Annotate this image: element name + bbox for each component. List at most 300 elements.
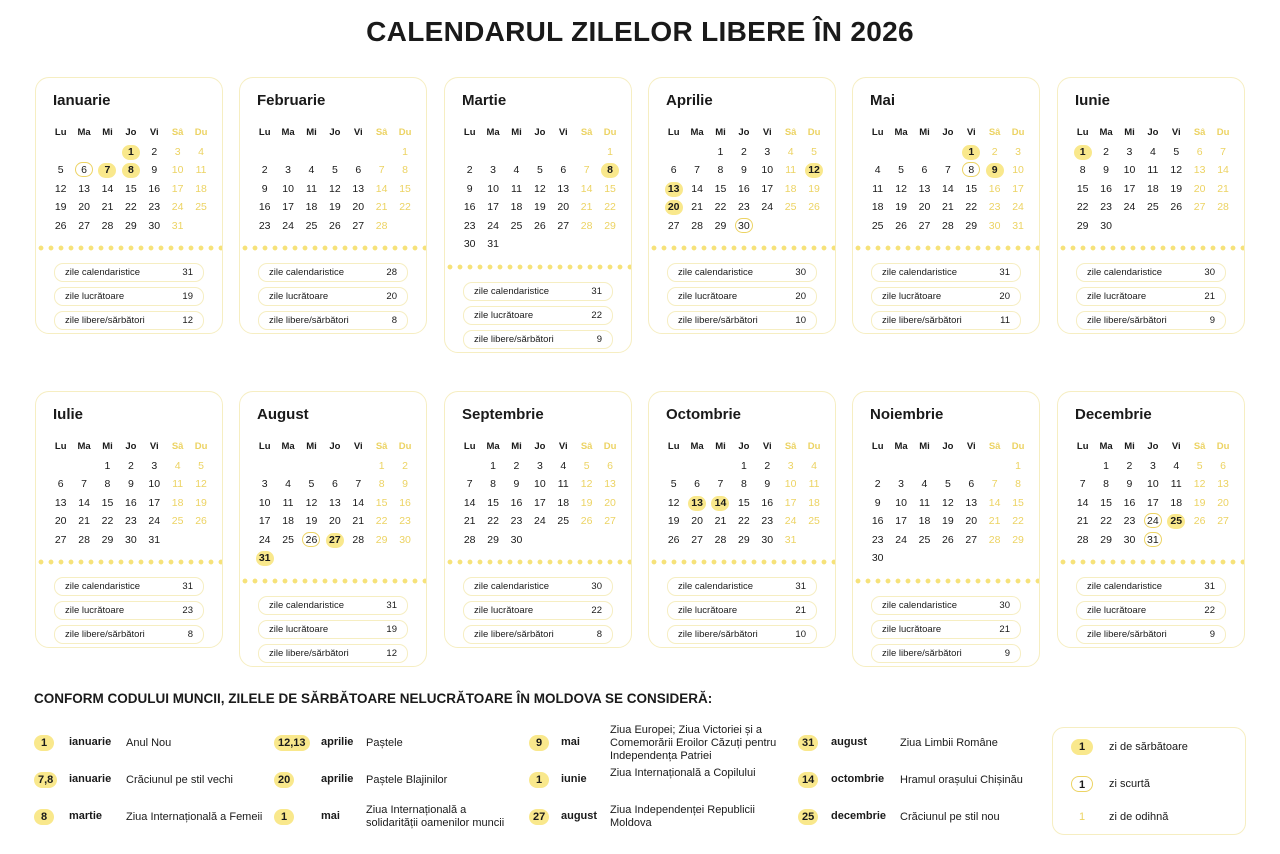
- day-cell: 11: [282, 496, 294, 509]
- day-cell: 29: [101, 533, 114, 546]
- day-cell: 25: [305, 219, 318, 232]
- day-cell: 29: [965, 219, 978, 232]
- day-cell: 16: [1100, 182, 1112, 195]
- stat-value: 21: [999, 623, 1010, 635]
- day-cell: 5: [1173, 145, 1180, 158]
- stat-label: zile lucrătoare: [882, 623, 942, 635]
- stat-value: 9: [1209, 629, 1215, 640]
- stat-row: [54, 311, 204, 330]
- stat-row: [871, 311, 1021, 330]
- day-cell: 2: [1126, 459, 1133, 472]
- day-cell: 21: [352, 515, 365, 528]
- day-cell: 27: [965, 533, 978, 546]
- day-cell: 17: [487, 201, 499, 214]
- day-cell: 8: [1103, 478, 1109, 491]
- month-days-grid: [1071, 438, 1235, 549]
- stat-row: [54, 577, 204, 596]
- stat-label: zile libere/sărbători: [65, 315, 145, 326]
- stat-value: 22: [1204, 605, 1215, 616]
- weekday-header: Mi: [102, 441, 113, 453]
- stat-row: [871, 620, 1021, 639]
- day-cell: 10: [1012, 164, 1024, 177]
- weekday-header: Mi: [306, 441, 317, 453]
- day-cell: 31: [253, 550, 276, 566]
- holiday-badge: 1: [34, 735, 54, 751]
- day-cell: 30: [988, 219, 1001, 232]
- day-cell: 22: [604, 201, 616, 214]
- weekday-header: Jo: [329, 127, 341, 139]
- day-cell: 15: [965, 182, 978, 195]
- day-cell: 30: [463, 238, 476, 251]
- day-cell: 3: [1126, 145, 1133, 158]
- day-cell: 12: [305, 496, 318, 509]
- day-cell: 22: [1012, 515, 1024, 528]
- legend-title: CONFORM CODULUI MUNCII, ZILELE DE SĂRBĂTOARE NELUCRĂTOARE ÎN MOLDOVA SE CONSIDERĂ:: [34, 691, 713, 706]
- month-name: Ianuarie: [53, 92, 111, 109]
- weekday-header: Lu: [463, 441, 476, 453]
- day-cell: 9: [740, 164, 747, 177]
- stat-label: zile libere/sărbători: [65, 629, 145, 640]
- day-cell: 12: [942, 496, 954, 509]
- day-cell: 1: [490, 459, 496, 472]
- day-cell: 26: [300, 532, 323, 548]
- day-cell: 19: [1193, 496, 1206, 509]
- day-cell: 25: [171, 515, 184, 528]
- day-cell: 2: [151, 145, 158, 158]
- day-cell: 31: [487, 238, 499, 251]
- day-cell: 24: [534, 515, 546, 528]
- day-cell: 21: [942, 201, 954, 214]
- legend-key: [1052, 727, 1246, 835]
- day-cell: 29: [375, 533, 388, 546]
- day-cell: 15: [1100, 496, 1112, 509]
- holiday-month: octombrie: [831, 773, 885, 785]
- weekday-header: Vi: [1171, 441, 1181, 453]
- month-name: Septembrie: [462, 406, 544, 423]
- month-stats: [54, 577, 204, 649]
- key-short-label: zi scurtă: [1109, 778, 1150, 790]
- weekday-header: Ma: [281, 441, 295, 453]
- day-cell: 28: [101, 219, 114, 232]
- day-cell: 10: [487, 182, 499, 195]
- stat-label: zile lucrătoare: [678, 605, 738, 616]
- day-cell: 4: [787, 145, 794, 158]
- day-cell: 18: [171, 496, 184, 509]
- day-cell: 18: [557, 496, 570, 509]
- day-cell: 26: [54, 219, 67, 232]
- weekday-header: Mi: [306, 127, 317, 139]
- day-cell: 23: [761, 515, 774, 528]
- weekday-header: Du: [1011, 127, 1025, 139]
- stat-label: zile libere/sărbători: [1087, 315, 1167, 326]
- day-cell: 27: [1193, 201, 1206, 214]
- day-cell: 26: [942, 533, 954, 546]
- holiday-name: Hramul orașului Chișinău: [900, 773, 1023, 786]
- stat-row: [871, 287, 1021, 306]
- day-cell: 10: [1147, 478, 1159, 491]
- weekday-header: Vi: [1171, 127, 1181, 139]
- day-cell: 17: [534, 496, 546, 509]
- day-cell: 6: [921, 164, 928, 177]
- day-cell: 8: [378, 478, 385, 491]
- weekday-header: Mi: [715, 441, 726, 453]
- stat-row: [463, 330, 613, 349]
- day-cell: 13: [352, 182, 365, 195]
- day-cell: 7: [81, 478, 87, 491]
- stat-row: [667, 577, 817, 596]
- day-cell: 15: [604, 182, 616, 195]
- day-cell: 19: [942, 515, 954, 528]
- weekday-header: Sâ: [1193, 127, 1206, 139]
- day-cell: 11: [1170, 478, 1182, 491]
- day-cell: 18: [1147, 182, 1159, 195]
- holiday-badge: 7,8: [34, 772, 57, 788]
- stat-label: zile lucrătoare: [65, 291, 125, 302]
- weekday-header: Sâ: [988, 441, 1001, 453]
- day-cell: 31: [171, 219, 184, 232]
- day-cell: 25: [195, 201, 207, 214]
- day-cell: 26: [1170, 201, 1183, 214]
- day-cell: 16: [761, 496, 774, 509]
- day-cell: 16: [148, 182, 161, 195]
- day-cell: 8: [960, 162, 983, 178]
- month-days-grid: [662, 438, 826, 549]
- day-cell: 6: [607, 459, 613, 472]
- day-cell: 19: [667, 515, 680, 528]
- day-cell: 28: [714, 533, 727, 546]
- stat-row: [463, 625, 613, 644]
- weekday-header: Sâ: [580, 127, 593, 139]
- day-cell: 7: [355, 478, 362, 491]
- day-cell: 22: [125, 201, 137, 214]
- day-cell: 6: [968, 478, 975, 491]
- weekday-header: Lu: [871, 127, 884, 139]
- day-cell: 20: [1193, 182, 1206, 195]
- day-cell: 25: [1147, 201, 1159, 214]
- holiday-name: Anul Nou: [126, 736, 172, 749]
- day-cell: 13: [54, 496, 67, 509]
- month-name: August: [257, 406, 309, 423]
- month-days-grid: [49, 438, 213, 549]
- day-cell: 4: [1149, 145, 1156, 158]
- weekday-header: Sâ: [1193, 441, 1206, 453]
- weekday-header: Lu: [258, 127, 271, 139]
- month-name: Mai: [870, 92, 896, 109]
- holiday-month: decembrie: [831, 810, 887, 822]
- day-cell: 2: [402, 459, 408, 472]
- day-cell: 10: [895, 496, 907, 509]
- dotted-divider: [36, 245, 222, 251]
- day-cell: 28: [988, 533, 1001, 546]
- stat-row: [463, 577, 613, 596]
- day-cell: 23: [1100, 201, 1112, 214]
- day-cell: 19: [329, 201, 341, 214]
- day-cell: 24: [784, 515, 797, 528]
- day-cell: 29: [738, 533, 750, 546]
- month-card-decembrie: [1057, 391, 1245, 648]
- day-cell: 12: [329, 182, 341, 195]
- stat-label: zile calendaristice: [269, 599, 344, 611]
- day-cell: 7: [717, 478, 724, 491]
- day-cell: 27: [1217, 515, 1229, 528]
- month-name: Decembrie: [1075, 406, 1152, 423]
- day-cell: 22: [375, 515, 388, 528]
- month-stats: [667, 263, 817, 335]
- day-cell: 9: [261, 182, 268, 195]
- day-cell: 14: [78, 496, 90, 509]
- weekday-header: Jo: [942, 441, 954, 453]
- weekday-header: Ma: [894, 441, 908, 453]
- day-cell: 4: [1173, 459, 1180, 472]
- day-cell: 21: [691, 201, 703, 214]
- month-days-grid: [866, 438, 1030, 568]
- weekday-header: Du: [807, 441, 821, 453]
- day-cell: 14: [1217, 164, 1229, 177]
- day-cell: 15: [101, 496, 114, 509]
- day-cell: 19: [895, 201, 907, 214]
- weekday-header: Du: [194, 441, 208, 453]
- stat-value: 30: [591, 581, 602, 592]
- day-cell: 26: [667, 533, 680, 546]
- stat-row: [667, 625, 817, 644]
- day-cell: 21: [988, 515, 1001, 528]
- day-cell: 28: [691, 219, 703, 232]
- stat-value: 28: [386, 267, 397, 278]
- stat-value: 9: [1004, 647, 1010, 659]
- day-cell: 27: [54, 533, 67, 546]
- month-card-iunie: [1057, 77, 1245, 334]
- day-cell: 16: [738, 182, 750, 195]
- stat-value: 19: [182, 291, 193, 302]
- day-cell: 30: [148, 219, 161, 232]
- day-cell: 4: [921, 478, 928, 491]
- day-cell: 6: [560, 164, 567, 177]
- day-cell: 12: [1193, 478, 1206, 491]
- day-cell: 5: [944, 478, 951, 491]
- day-cell: 5: [1196, 459, 1203, 472]
- day-cell: 6: [1196, 145, 1203, 158]
- day-cell: 11: [872, 182, 884, 195]
- holiday-badge: 12,13: [274, 735, 310, 751]
- month-days-grid: [458, 438, 622, 549]
- day-cell: 15: [125, 182, 137, 195]
- day-cell: 26: [329, 219, 341, 232]
- day-cell: 25: [510, 219, 523, 232]
- day-cell: 14: [101, 182, 114, 195]
- stat-value: 12: [182, 315, 193, 326]
- day-cell: 27: [691, 533, 703, 546]
- month-days-grid: [866, 124, 1030, 235]
- day-cell: 1: [378, 459, 385, 472]
- holiday-name: Crăciunul pe stil nou: [900, 810, 1000, 823]
- day-cell: 16: [399, 496, 411, 509]
- day-cell: 21: [1076, 515, 1089, 528]
- stat-label: zile calendaristice: [1087, 267, 1162, 278]
- stat-value: 12: [386, 647, 397, 659]
- day-cell: 11: [1147, 164, 1159, 177]
- dotted-divider: [1058, 559, 1244, 565]
- stat-row: [258, 620, 408, 639]
- day-cell: 13: [604, 478, 616, 491]
- month-days-grid: [253, 438, 417, 568]
- weekday-header: Ma: [1099, 441, 1113, 453]
- day-cell: 31: [148, 533, 161, 546]
- day-cell: 20: [329, 515, 341, 528]
- stat-value: 30: [795, 267, 806, 278]
- day-cell: 21: [101, 201, 114, 214]
- day-cell: 15: [714, 182, 727, 195]
- day-cell: 24: [895, 533, 907, 546]
- dotted-divider: [445, 559, 631, 565]
- key-rest-sample: 1: [1078, 811, 1086, 823]
- day-cell: 22: [738, 515, 750, 528]
- day-cell: 12: [802, 162, 825, 178]
- weekday-header: Vi: [149, 441, 159, 453]
- dotted-divider: [1058, 245, 1244, 251]
- day-cell: 16: [988, 182, 1001, 195]
- month-name: Iulie: [53, 406, 84, 423]
- weekday-header: Lu: [54, 127, 67, 139]
- day-cell: 17: [895, 515, 907, 528]
- stat-row: [871, 644, 1021, 663]
- day-cell: 21: [1217, 182, 1229, 195]
- dotted-divider: [853, 578, 1039, 584]
- holiday-month: mai: [561, 736, 580, 748]
- day-cell: 16: [871, 515, 884, 528]
- stat-label: zile libere/sărbători: [882, 315, 962, 326]
- stat-label: zile libere/sărbători: [269, 315, 349, 326]
- day-cell: 2: [513, 459, 520, 472]
- day-cell: 6: [1220, 459, 1226, 472]
- month-card-martie: [444, 77, 632, 353]
- day-cell: 1: [104, 459, 111, 472]
- day-cell: 13: [918, 182, 931, 195]
- weekday-header: Du: [194, 127, 208, 139]
- day-cell: 25: [918, 533, 931, 546]
- day-cell: 26: [808, 201, 820, 214]
- stat-value: 31: [795, 581, 806, 592]
- stat-row: [871, 263, 1021, 282]
- stat-label: zile calendaristice: [474, 581, 549, 592]
- holiday-name: Ziua Limbii Române: [900, 736, 998, 749]
- day-cell: 3: [787, 459, 794, 472]
- day-cell: 4: [198, 145, 204, 158]
- day-cell: 23: [258, 219, 271, 232]
- weekday-header: Vi: [149, 127, 159, 139]
- day-cell: 22: [399, 201, 411, 214]
- stat-row: [1076, 601, 1226, 620]
- stat-row: [463, 282, 613, 301]
- day-cell: 29: [487, 533, 499, 546]
- day-cell: 13: [662, 181, 685, 197]
- day-cell: 9: [1103, 164, 1109, 177]
- day-cell: 2: [1103, 145, 1109, 158]
- holiday-month: august: [561, 810, 598, 822]
- day-cell: 3: [285, 164, 291, 177]
- day-cell: 1: [607, 145, 613, 158]
- stat-row: [54, 287, 204, 306]
- day-cell: 8: [717, 164, 724, 177]
- day-cell: 18: [195, 182, 207, 195]
- stat-row: [258, 287, 408, 306]
- day-cell: 20: [352, 201, 365, 214]
- day-cell: 28: [352, 533, 365, 546]
- day-cell: 20: [604, 496, 616, 509]
- stat-value: 22: [591, 605, 602, 616]
- day-cell: 1: [402, 145, 408, 158]
- dotted-divider: [36, 559, 222, 565]
- day-cell: 15: [738, 496, 750, 509]
- day-cell: 13: [685, 495, 708, 511]
- day-cell: 3: [261, 478, 268, 491]
- holiday-badge: 27: [529, 809, 549, 825]
- day-cell: 15: [1076, 182, 1089, 195]
- month-card-aprilie: [648, 77, 836, 334]
- day-cell: 22: [101, 515, 114, 528]
- day-cell: 28: [942, 219, 954, 232]
- month-stats: [258, 263, 408, 335]
- day-cell: 8: [490, 478, 496, 491]
- day-cell: 27: [352, 219, 365, 232]
- stat-label: zile libere/sărbători: [474, 333, 554, 345]
- month-card-mai: [852, 77, 1040, 334]
- stat-row: [54, 625, 204, 644]
- day-cell: 29: [1100, 533, 1112, 546]
- weekday-header: Vi: [353, 441, 363, 453]
- weekday-header: Mi: [511, 127, 522, 139]
- stat-row: [871, 596, 1021, 615]
- day-cell: 8: [104, 478, 111, 491]
- stat-value: 30: [1204, 267, 1215, 278]
- weekday-header: Mi: [919, 127, 930, 139]
- month-stats: [1076, 577, 1226, 649]
- day-cell: 24: [282, 219, 294, 232]
- day-cell: 22: [714, 201, 727, 214]
- day-cell: 20: [965, 515, 978, 528]
- stat-value: 10: [795, 629, 806, 640]
- month-days-grid: [253, 124, 417, 235]
- holiday-name: Ziua Internațională a solidarității oamenilor muncii: [366, 804, 505, 829]
- day-cell: 4: [560, 459, 567, 472]
- day-cell: 17: [148, 496, 161, 509]
- holiday-badge: 20: [274, 772, 294, 788]
- day-cell: 25: [1165, 513, 1188, 529]
- day-cell: 3: [174, 145, 181, 158]
- day-cell: 15: [399, 182, 411, 195]
- stat-row: [1076, 263, 1226, 282]
- month-card-octombrie: [648, 391, 836, 648]
- stat-row: [258, 596, 408, 615]
- day-cell: 18: [871, 201, 884, 214]
- day-cell: 20: [918, 201, 931, 214]
- month-stats: [258, 596, 408, 668]
- day-cell: 19: [305, 515, 318, 528]
- day-cell: 7: [1079, 478, 1086, 491]
- day-cell: 7: [1220, 145, 1226, 158]
- day-cell: 7: [466, 478, 473, 491]
- day-cell: 8: [598, 162, 621, 178]
- day-cell: 25: [282, 533, 294, 546]
- day-cell: 9: [1126, 478, 1133, 491]
- weekday-header: Mi: [1124, 127, 1135, 139]
- weekday-header: Vi: [558, 127, 568, 139]
- day-cell: 14: [352, 496, 365, 509]
- day-cell: 4: [513, 164, 520, 177]
- day-cell: 6: [670, 164, 677, 177]
- day-cell: 1: [119, 144, 142, 160]
- weekday-header: Ma: [486, 127, 500, 139]
- day-cell: 14: [942, 182, 954, 195]
